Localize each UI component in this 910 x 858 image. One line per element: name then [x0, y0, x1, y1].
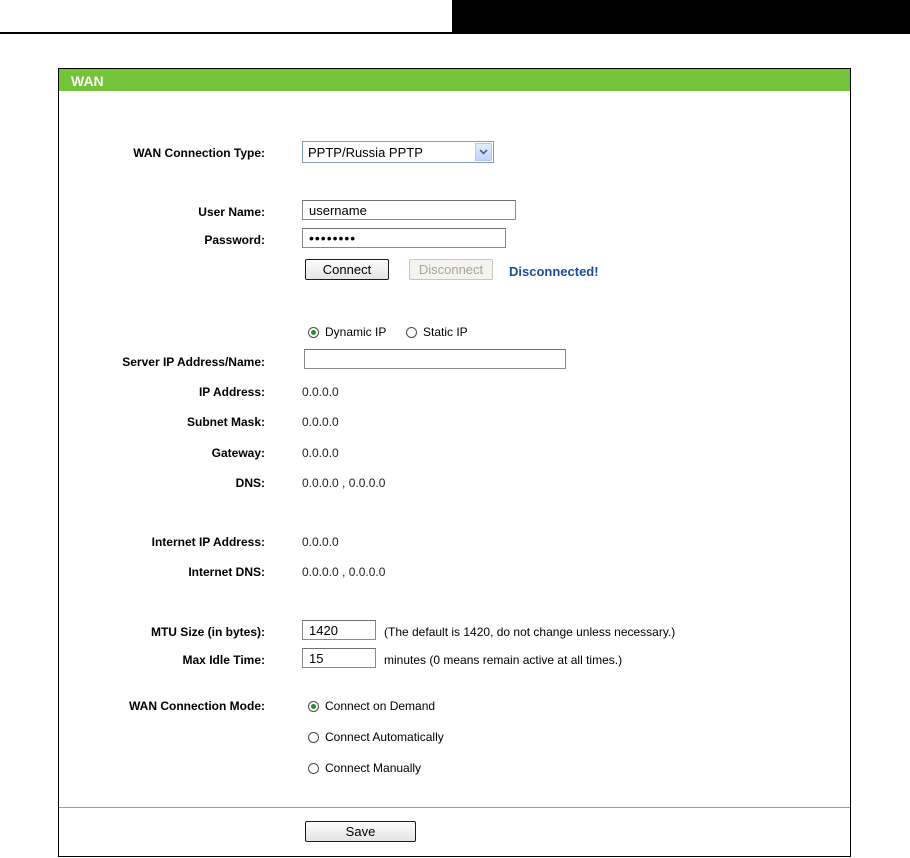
header-band — [452, 0, 910, 34]
internet-ip-label: Internet IP Address: — [151, 535, 265, 549]
gateway-value: 0.0.0.0 — [302, 446, 339, 460]
server-input[interactable] — [304, 349, 566, 369]
dns-value: 0.0.0.0 , 0.0.0.0 — [302, 476, 386, 490]
chevron-down-icon[interactable] — [475, 143, 492, 161]
max-idle-input[interactable] — [302, 648, 376, 668]
password-label: Password: — [204, 233, 265, 247]
subnet-mask-label: Subnet Mask: — [186, 415, 265, 429]
disconnect-button[interactable]: Disconnect — [409, 259, 493, 280]
panel-title: WAN — [59, 69, 850, 93]
radio-icon[interactable] — [308, 732, 319, 743]
server-label: Server IP Address/Name: — [122, 355, 265, 369]
ip-mode-dynamic[interactable] — [308, 325, 386, 339]
dns-label: DNS: — [235, 476, 265, 490]
connect-button[interactable]: Connect — [305, 259, 389, 280]
header-rule — [0, 32, 452, 34]
radio-icon[interactable] — [308, 763, 319, 774]
mode-automatically[interactable] — [308, 730, 444, 744]
mode-manually[interactable] — [308, 761, 421, 775]
internet-dns-label: Internet DNS: — [188, 565, 265, 579]
mtu-hint: (The default is 1420, do not change unless necessary.) — [384, 625, 676, 639]
radio-selected-icon[interactable] — [308, 701, 319, 712]
mode-manually-label: Connect Manually — [325, 761, 422, 775]
mode-automatically-label: Connect Automatically — [325, 730, 444, 744]
connection-type-label: WAN Connection Type: — [133, 146, 265, 160]
password-input[interactable]: •••••••• — [302, 228, 506, 248]
radio-icon[interactable] — [406, 327, 417, 338]
ip-address-value: 0.0.0.0 — [302, 385, 339, 399]
connection-status: Disconnected! — [509, 264, 599, 279]
connection-type-select[interactable] — [302, 141, 494, 163]
mtu-input[interactable] — [302, 620, 376, 640]
connection-mode-label: WAN Connection Mode: — [129, 699, 265, 713]
user-name-label: User Name: — [198, 205, 265, 219]
ip-address-label: IP Address: — [198, 385, 265, 399]
wan-settings-panel — [58, 68, 851, 857]
internet-ip-value: 0.0.0.0 — [302, 535, 339, 549]
footer-divider — [59, 807, 850, 808]
radio-selected-icon[interactable] — [308, 327, 319, 338]
user-name-input[interactable] — [302, 200, 516, 220]
save-button[interactable]: Save — [305, 821, 416, 842]
subnet-mask-value: 0.0.0.0 — [302, 415, 339, 429]
connection-type-value: PPTP/Russia PPTP — [308, 144, 423, 160]
gateway-label: Gateway: — [211, 446, 265, 460]
max-idle-hint: minutes (0 means remain active at all times.) — [384, 653, 623, 667]
mtu-label: MTU Size (in bytes): — [150, 625, 265, 639]
max-idle-label: Max Idle Time: — [182, 653, 265, 667]
mode-on-demand[interactable] — [308, 699, 435, 713]
internet-dns-value: 0.0.0.0 , 0.0.0.0 — [302, 565, 386, 579]
ip-mode-static[interactable] — [406, 325, 468, 339]
ip-mode-dynamic-label: Dynamic IP — [325, 325, 387, 339]
mode-on-demand-label: Connect on Demand — [325, 699, 436, 713]
ip-mode-static-label: Static IP — [423, 325, 468, 339]
